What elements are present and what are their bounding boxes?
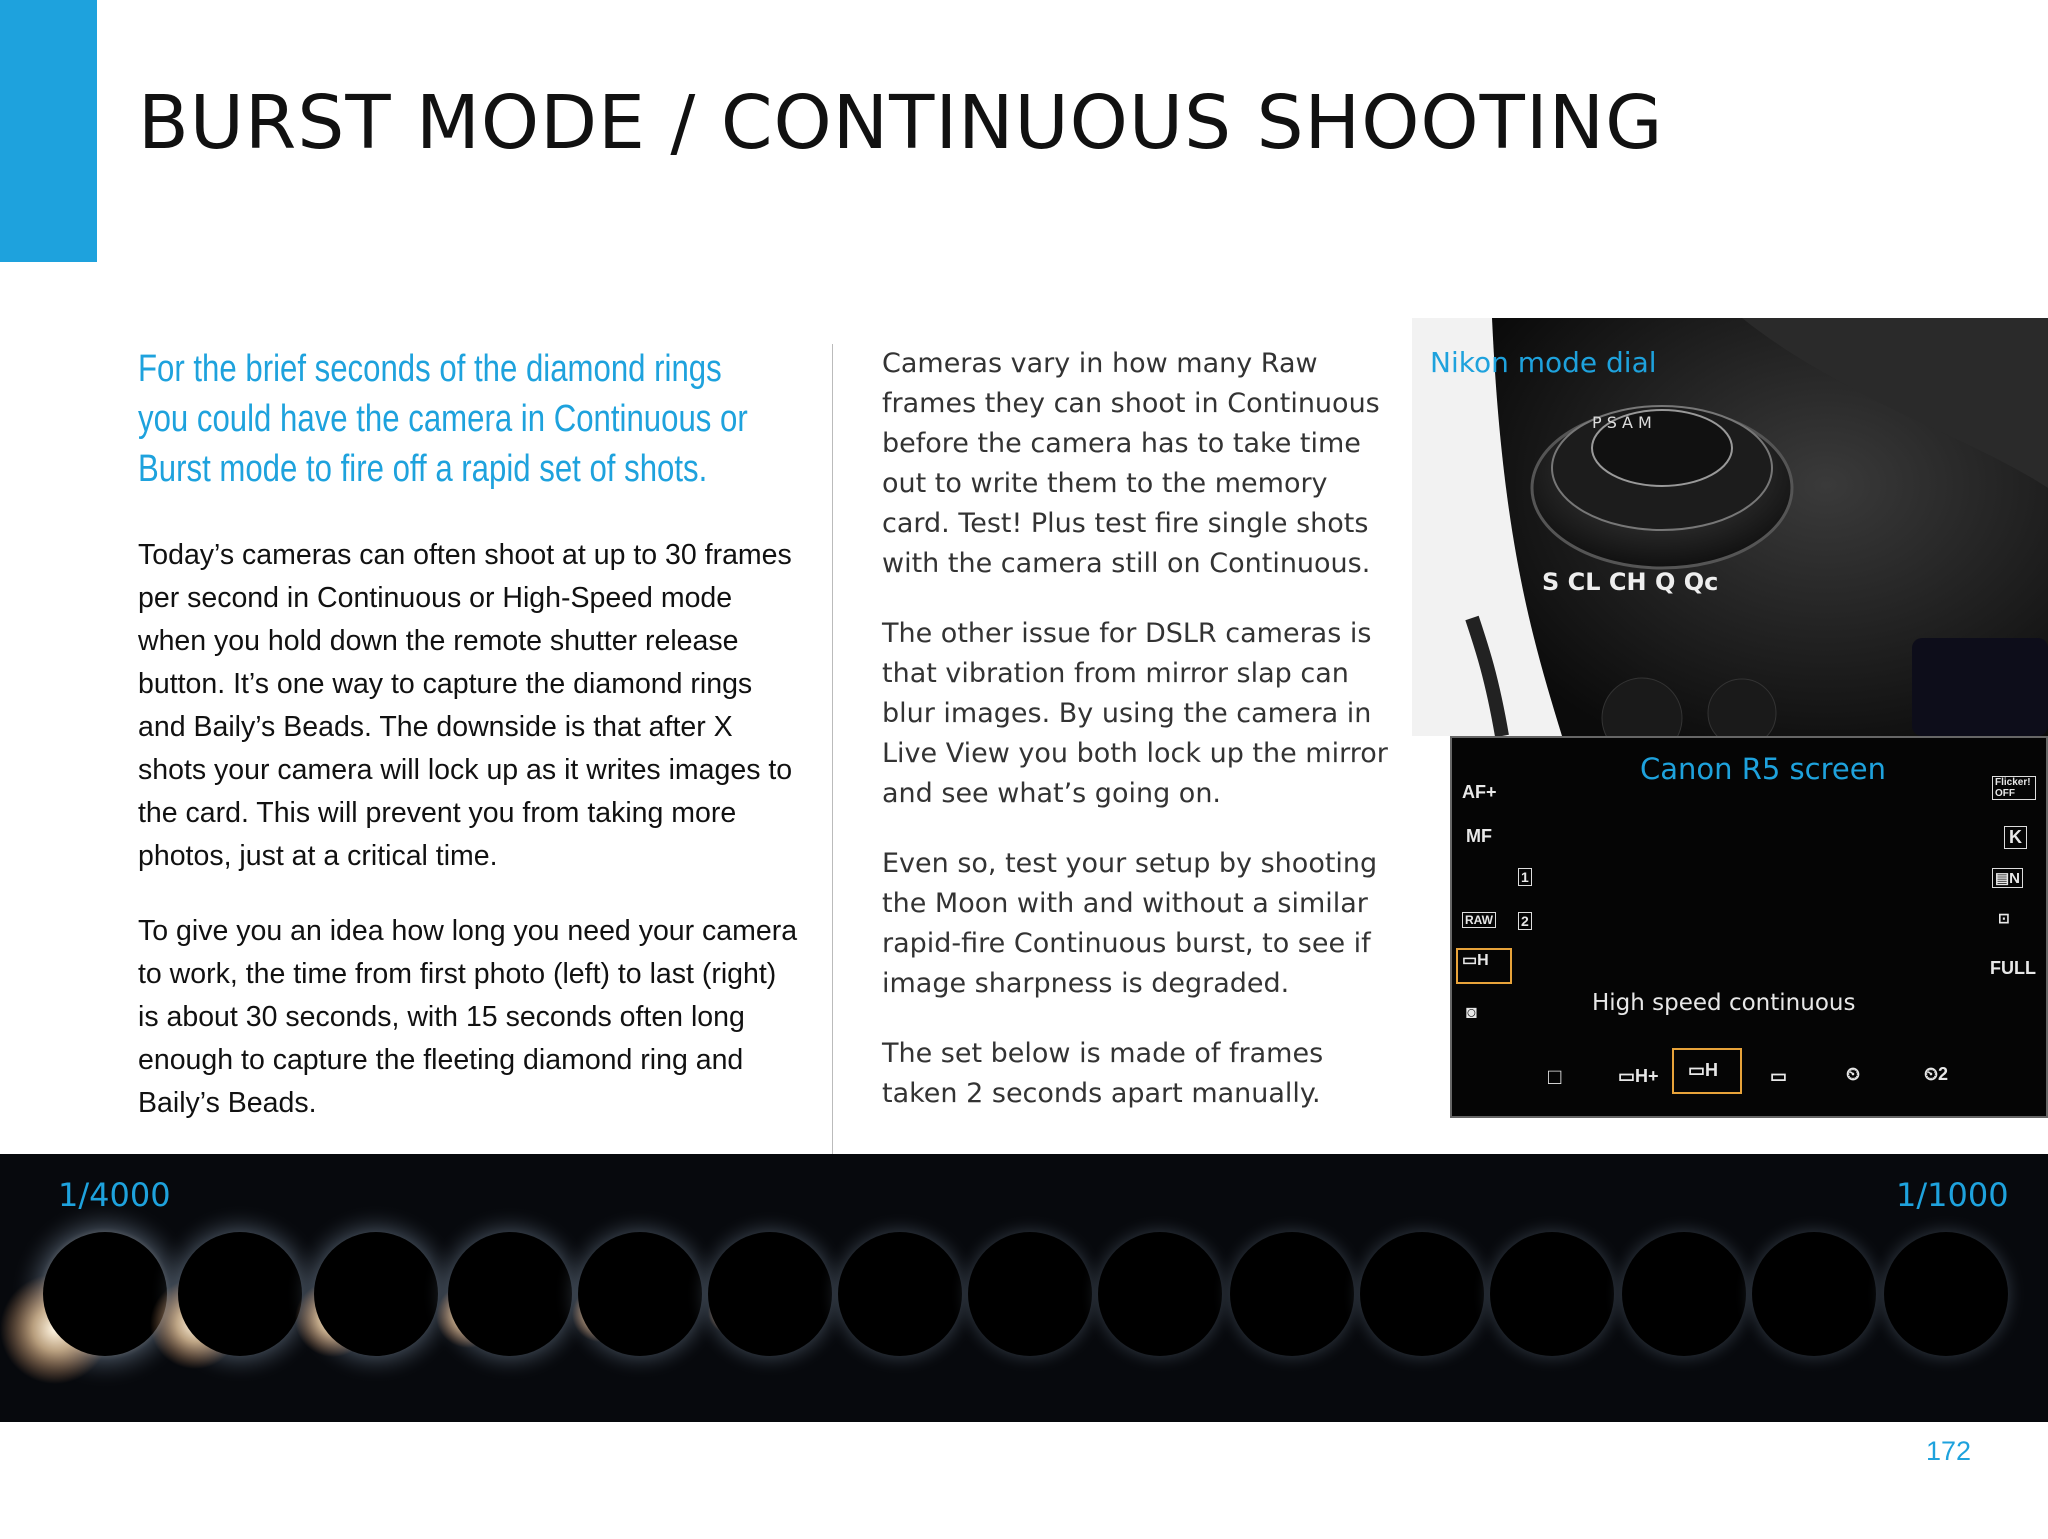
nikon-dial-modes: S CL CH Q Qc [1542, 568, 1719, 596]
middle-column [882, 344, 1402, 1144]
strip-right-label: 1/1000 [1896, 1176, 2009, 1214]
mid-paragraph-3: Even so, test your setup by shooting the Moon with and without a similar rapid-fire Continuous burst, to see if image sharpness is degraded. [882, 848, 1378, 999]
af-icon: AF+ [1462, 782, 1497, 802]
white-balance-k-icon: K [2004, 826, 2027, 849]
mf-icon: MF [1466, 826, 1492, 846]
flicker-off-icon: Flicker! OFF [1992, 776, 2036, 800]
intro-text: For the brief seconds of the diamond rings you could have the camera in Continuous or Burst mode to fire off a rapid set of shots. [138, 348, 748, 490]
eclipse-frame-15 [1866, 1214, 2026, 1374]
eclipse-sequence-strip [0, 1154, 2048, 1422]
mid-paragraph-2: The other issue for DSLR cameras is that vibration from mirror slap can blur images. By using the camera in Live View you both lock up the mirror and see what’s going on. [882, 618, 1388, 809]
page-title: BURST MODE / CONTINUOUS SHOOTING [138, 80, 1664, 166]
canon-caption: High speed continuous [1592, 990, 1856, 1016]
card-2-icon: 2 [1518, 912, 1532, 930]
stabilizer-off-icon: ⊡ [1998, 910, 2010, 926]
continuous-low-icon: ▭ [1770, 1066, 1788, 1086]
column-divider [832, 344, 833, 1154]
page-number: 172 [1926, 1436, 1972, 1466]
left-paragraph-2-block [138, 910, 798, 1125]
drive-mode-selected-icon: ▭H [1456, 948, 1512, 984]
full-icon: FULL [1990, 958, 2036, 978]
nikon-label: Nikon mode dial [1430, 346, 1657, 379]
raw-icon: RAW [1462, 912, 1496, 928]
canon-r5-screen [1450, 736, 2048, 1118]
mid-paragraph-1: Cameras vary in how many Raw frames they can shoot in Continuous before the camera has to take time out to write them to the memory card. Test! Plus test fire single shots with the camera still on Continuous. [882, 348, 1380, 579]
self-timer-10-icon: ⏲ [1846, 1064, 1861, 1084]
continuous-h-plus-icon: ▭H+ [1618, 1066, 1659, 1086]
svg-text:P S A M: P S A M [1592, 413, 1652, 432]
nikon-camera-photo [1412, 318, 2048, 736]
metering-icon: ◙ [1466, 1002, 1477, 1022]
size-icon: ▤N [1992, 868, 2023, 888]
left-paragraph-1: Today’s cameras can often shoot at up to 30 frames per second in Continuous or High-Speed mode when you hold down the remote shutter release button. It’s one way to capture the diamond rings and Baily’s Beads. The downside is that after X shots your camera will lock up as it writes images to the card. This will prevent you from taking more photos, just at a critical time. [138, 539, 793, 872]
mid-paragraph-4: The set below is made of frames taken 2 seconds apart manually. [882, 1038, 1324, 1109]
single-frame-icon: 1 [1518, 868, 1532, 886]
single-shot-icon: □ [1548, 1064, 1562, 1089]
accent-bar [0, 0, 97, 262]
canon-label: Canon R5 screen [1640, 752, 1886, 786]
nikon-camera-illustration [1412, 318, 2048, 736]
left-paragraph-1-block [138, 534, 798, 878]
continuous-h-selected-icon: ▭H [1672, 1048, 1742, 1094]
left-paragraph-2: To give you an idea how long you need your camera to work, the time from first photo (left) to last (right) is about 30 seconds, with 15 seconds often long enough to capture the fleeting diamond ring and Baily’s Beads. [138, 915, 798, 1119]
eclipse-sequence-image [0, 1154, 2048, 1422]
self-timer-2-icon: ⏲2 [1924, 1064, 1949, 1084]
strip-left-label: 1/4000 [58, 1176, 171, 1214]
